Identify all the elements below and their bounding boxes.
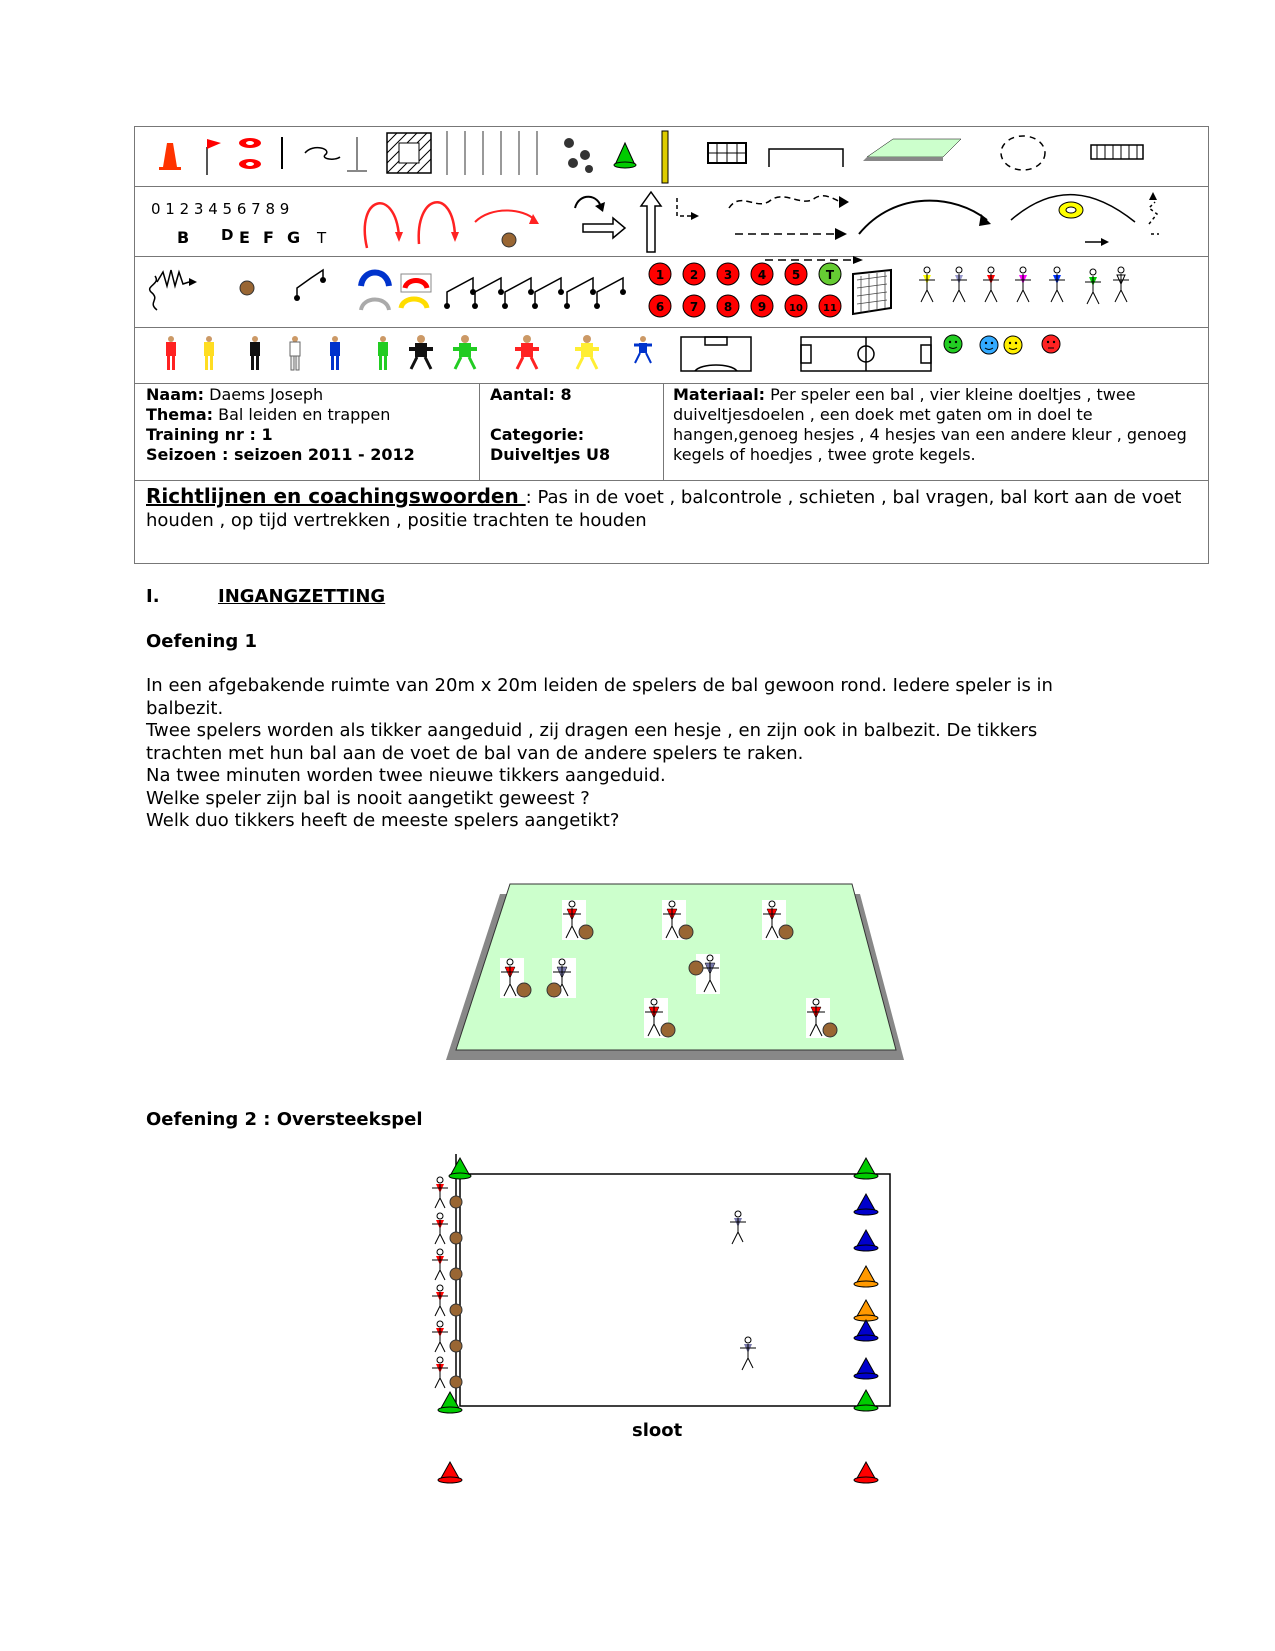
exercise1-line: Welk duo tikkers heeft de meeste spelers aangetikt? — [146, 810, 620, 831]
small-goal-icon — [708, 143, 746, 163]
hollow-arrow-right-icon — [583, 218, 625, 238]
cone-red — [438, 1462, 462, 1483]
cone-red — [854, 1462, 878, 1483]
hollow-arrow-up-icon — [641, 192, 661, 252]
white-hat-icon — [361, 300, 389, 311]
aantal-label: Aantal: 8 — [490, 385, 572, 404]
dashed-arrow-icon — [677, 198, 691, 216]
yellow-hat-icon — [401, 299, 427, 308]
dashed-circle-icon — [1001, 136, 1045, 170]
training-number: Training nr : 1 — [146, 425, 273, 444]
group-info — [490, 385, 660, 465]
letter-d: D — [221, 226, 234, 244]
equipment-icons — [135, 127, 1208, 186]
exercise1-description — [146, 675, 1116, 833]
exercise1-title: Oefening 1 — [146, 631, 258, 652]
dribble-zigzag-icon — [150, 270, 189, 310]
categorie-value: Duiveltjes U8 — [490, 445, 611, 464]
disc-marker-icon — [239, 138, 261, 169]
dashed-wavy-arrow-icon — [729, 196, 841, 208]
player-number-8: 8 — [723, 300, 733, 314]
player-number-3: 3 — [723, 268, 733, 282]
smiley-green-icon — [944, 335, 962, 353]
player-number-10: 10 — [789, 303, 803, 314]
blue-hat-icon — [361, 273, 389, 287]
player-number-t: T — [825, 268, 835, 282]
legend-row-equipment — [135, 127, 1208, 187]
player-number-4: 4 — [757, 268, 767, 282]
guidelines-title: Richtlijnen en coachingswoorden — [146, 484, 526, 508]
material-info — [673, 385, 1201, 465]
ball-icon — [502, 233, 516, 247]
stick-players-colored — [919, 267, 1129, 304]
player-number-6: 6 — [655, 300, 665, 314]
thema-value: Bal leiden en trappen — [213, 405, 391, 424]
exercise2-title: Oefening 2 : Oversteekspel — [146, 1109, 423, 1130]
smiley-yellow-icon — [1004, 336, 1022, 354]
exercise2-diagram — [420, 1150, 920, 1490]
player-number-7: 7 — [689, 300, 699, 314]
letter-b: B — [177, 228, 190, 247]
player-icons — [135, 256, 1208, 327]
crossing-field — [460, 1174, 890, 1406]
guidelines-text: : Pas in de voet , balcontrole , schieten , bal vragen, bal kort aan de voet houden , op tijd vertrekken , positie trachten te houden — [146, 487, 1182, 531]
naam-label: Naam: — [146, 385, 205, 404]
coaching-guidelines — [146, 485, 1201, 532]
player-number-1: 1 — [655, 268, 665, 282]
goal-net-icon — [853, 270, 891, 314]
pole-icon — [347, 137, 367, 171]
cone-green — [449, 1158, 471, 1179]
exercise1-line: Welke speler zijn bal is nooit aangetikt geweest ? — [146, 787, 590, 809]
materiaal-value: Per speler een bal , vier kleine doeltjes , twee duiveltjesdoelen , een doek met gaten om in doel te hangen,genoeg hesjes , 4 hesjes van een andere kleur , genoeg kegels of hoedjes , twee grote kegels. — [673, 385, 1187, 464]
player-number-11: 11 — [823, 303, 837, 314]
numbers-legend: 0 1 2 3 4 5 6 7 8 9 — [151, 200, 290, 218]
field-mini-icon — [863, 139, 961, 161]
goal-outline-icon — [769, 149, 843, 167]
player-number-2: 2 — [689, 268, 699, 282]
left-players — [432, 1177, 462, 1388]
player-number-9: 9 — [757, 300, 767, 314]
cone-green — [438, 1392, 462, 1413]
zigzag-arrow-icon — [1149, 202, 1159, 234]
defender-player — [730, 1211, 746, 1244]
trainer-info — [146, 385, 476, 465]
full-field-icon — [801, 337, 931, 371]
numbered-player-markers — [649, 263, 841, 317]
letter-e: E — [239, 228, 250, 247]
green-cone-icon — [614, 143, 636, 168]
vertical-lines-icon — [447, 131, 537, 175]
section-number: I. — [146, 586, 160, 607]
right-cones — [854, 1158, 878, 1411]
materiaal-label: Materiaal: — [673, 385, 766, 404]
naam-value: Daems Joseph — [204, 385, 324, 404]
flag-icon — [207, 139, 221, 175]
exercise1-line: Twee spelers worden als tikker aangeduid , zij dragen een hesje , en zijn ook in balbezit. De tikkers trachten met hun bal aan de voet de bal van de andere spelers te raken. — [146, 720, 1038, 764]
header-table — [134, 126, 1209, 564]
hurdle-icon — [305, 148, 340, 160]
cone-icon — [159, 143, 181, 170]
player-number-5: 5 — [791, 268, 801, 282]
categorie-label: Categorie: — [490, 425, 585, 444]
info-row — [135, 383, 1208, 481]
hatched-square-icon — [387, 133, 431, 173]
thema-label: Thema: — [146, 405, 214, 424]
arrow-icons — [135, 186, 1208, 256]
legend-row-kits — [135, 327, 1208, 384]
smiley-red-icon — [1042, 335, 1060, 353]
letter-t: T — [317, 229, 327, 247]
wall-icon — [1091, 145, 1143, 159]
red-arc-icon — [419, 202, 455, 244]
pole-yellow-icon — [662, 131, 668, 183]
red-arc-icon — [365, 203, 399, 248]
kit-icons — [135, 327, 1208, 383]
exercise1-diagram — [440, 880, 910, 1066]
exercise1-line: In een afgebakende ruimte van 20m x 20m leiden de spelers de bal gewoon rond. Iedere speler is in balbezit. — [146, 675, 1053, 719]
ball-icon — [240, 281, 254, 295]
section-title: INGANGZETTING — [218, 586, 386, 607]
curved-arrow-icon — [859, 201, 987, 234]
defender-player — [740, 1337, 756, 1370]
letter-f: F — [263, 228, 274, 247]
balls-icon — [564, 138, 593, 173]
hurdle-step-icon — [297, 270, 323, 298]
letter-g: G — [287, 228, 301, 247]
half-field-icon — [681, 337, 751, 371]
exercise1-line: Na twee minuten worden twee nieuwe tikkers aangeduid. — [146, 765, 666, 786]
legend-row-arrows — [135, 186, 1208, 257]
season: Seizoen : seizoen 2011 - 2012 — [146, 445, 415, 464]
sloot-label: sloot — [632, 1420, 683, 1441]
smiley-blue-icon — [980, 336, 998, 354]
kit-players — [166, 335, 652, 370]
legend-row-players — [135, 256, 1208, 328]
red-curve-icon — [475, 211, 535, 223]
